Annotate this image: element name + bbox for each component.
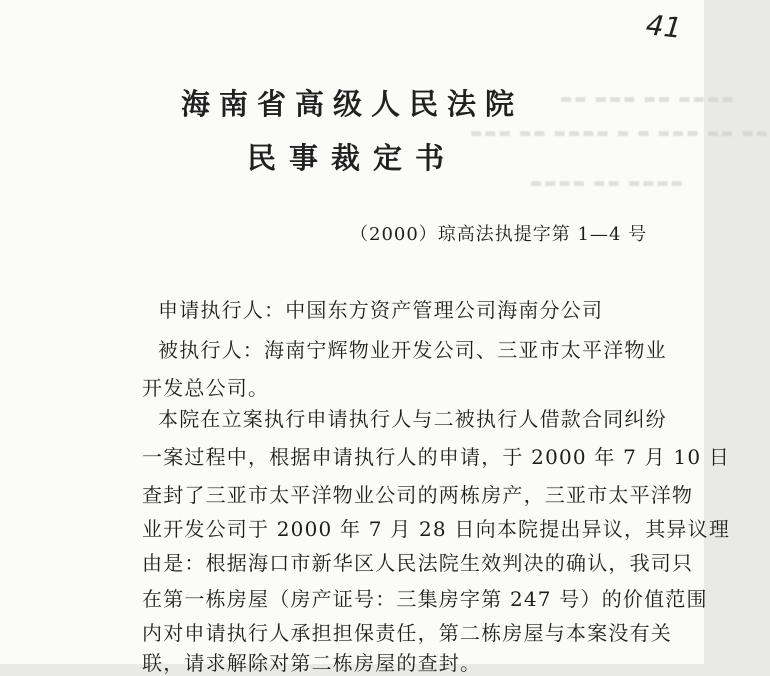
respondent-label: 被执行人： bbox=[158, 338, 264, 362]
bleed-through-mark: ▬▬▬▬ ▬▬ ▬▬▬▬ bbox=[530, 176, 686, 191]
bleed-through-mark: ▬▬ ▬▬▬ ▬▬ ▬▬▬▬ bbox=[560, 92, 736, 107]
applicant-line bbox=[158, 294, 603, 323]
respondent-name: 海南宁辉物业开发公司、三亚市太平洋物业 bbox=[264, 338, 667, 362]
body-line: 由是：根据海口市新华区人民法院生效判决的确认，我司只 bbox=[142, 551, 694, 575]
applicant-name: 中国东方资产管理公司海南分公司 bbox=[285, 298, 604, 322]
body-line: 内对申请执行人承担担保责任，第二栋房屋与本案没有关 bbox=[142, 621, 672, 645]
body-line: 查封了三亚市太平洋物业公司的两栋房产，三亚市太平洋物 bbox=[142, 483, 694, 507]
body-line: 业开发公司于 2000 年 7 月 28 日向本院提出异议，其异议理 bbox=[142, 517, 731, 541]
respondent-line bbox=[158, 334, 667, 363]
body-line: 一案过程中，根据申请执行人的申请，于 2000 年 7 月 10 日 bbox=[142, 445, 731, 469]
case-number: （2000）琼高法执提字第 1—4 号 bbox=[350, 224, 648, 245]
body-line: 在第一栋房屋（房产证号：三集房字第 247 号）的价值范围 bbox=[142, 587, 708, 611]
applicant-label: 申请执行人： bbox=[158, 298, 286, 322]
document-type-heading: 民事裁定书 bbox=[246, 141, 457, 175]
bleed-through-mark: ▬▬▬ ▬▬ ▬▬▬▬ ▬ ▬ ▬▬▬ ▬▬ ▬▬ bbox=[470, 126, 770, 141]
handwritten-page-number: 41 bbox=[644, 8, 684, 45]
body-line: 本院在立案执行申请执行人与二被执行人借款合同纠纷 bbox=[158, 407, 667, 431]
respondent-line-continued: 开发总公司。 bbox=[142, 376, 270, 400]
body-line: 联，请求解除对第二栋房屋的查封。 bbox=[142, 651, 482, 675]
court-name-heading: 海南省高级人民法院 bbox=[180, 87, 523, 121]
